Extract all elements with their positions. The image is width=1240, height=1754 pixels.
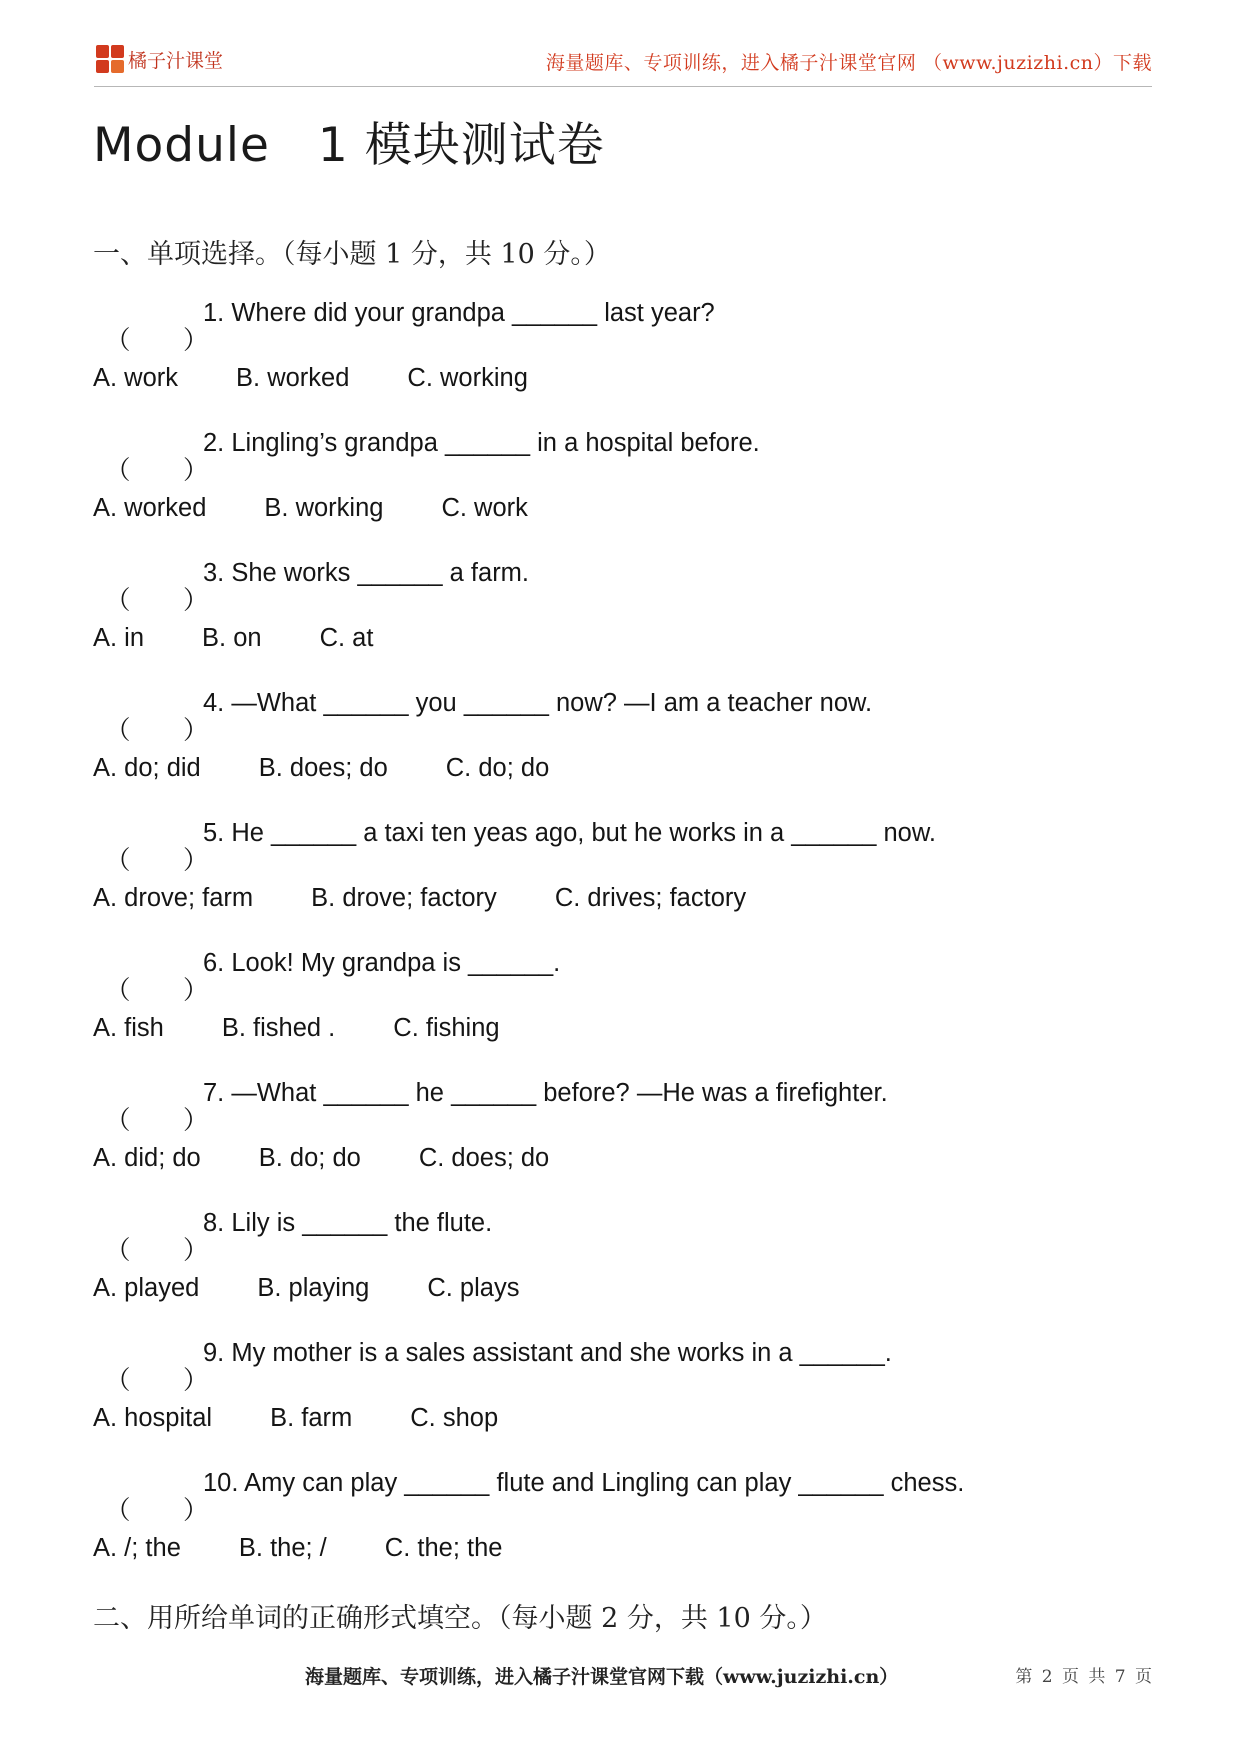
paren-right: ） — [183, 977, 209, 1005]
paren-right: ） — [183, 847, 209, 875]
option-c: C. plays — [427, 1274, 520, 1302]
options-row — [93, 624, 431, 653]
options-row — [93, 884, 804, 913]
question-row — [93, 559, 530, 615]
option-c: C. work — [441, 494, 528, 522]
question-text: 8. Lily is ______ the flute. — [203, 1209, 493, 1237]
option-b: B. farm — [270, 1404, 353, 1432]
option-a: A. worked — [93, 494, 207, 522]
page-header — [94, 40, 1152, 87]
option-b: B. working — [264, 494, 384, 522]
option-b: B. on — [202, 624, 262, 652]
paren-right: ） — [183, 1497, 209, 1525]
question-text: 7. —What ______ he ______ before? —He was a firefighter. — [203, 1079, 888, 1107]
option-a: A. played — [93, 1274, 200, 1302]
option-b: B. worked — [236, 364, 350, 392]
question-text: 1. Where did your grandpa ______ last year? — [203, 299, 715, 327]
logo-text: 橘子汁课堂 — [128, 49, 224, 72]
option-c: C. drives; factory — [554, 884, 747, 912]
option-b: B. fished . — [221, 1014, 336, 1042]
paren-left: （ — [105, 717, 131, 745]
paren-right: ） — [183, 1107, 209, 1135]
page-footer — [0, 1660, 1240, 1690]
logo-icon — [96, 45, 124, 73]
question-text: 3. She works ______ a farm. — [203, 559, 530, 587]
question-text: 9. My mother is a sales assistant and she works in a ______. — [203, 1339, 892, 1367]
question-row — [93, 1209, 493, 1265]
page-number: 第 2 页 共 7 页 — [1015, 1667, 1152, 1687]
option-b: B. does; do — [258, 754, 388, 782]
question-row — [93, 689, 873, 745]
paren-left: （ — [105, 1367, 131, 1395]
question-text: 4. —What ______ you ______ now? —I am a teacher now. — [203, 689, 873, 717]
question-row — [93, 429, 760, 485]
paren-left: （ — [105, 1497, 131, 1525]
paren-right: ） — [183, 1367, 209, 1395]
paren-right: ） — [183, 1237, 209, 1265]
option-a: A. hospital — [93, 1404, 213, 1432]
question-text: 10. Amy can play ______ flute and Lingling can play ______ chess. — [203, 1469, 965, 1497]
paren-left: （ — [105, 587, 131, 615]
option-b: B. playing — [257, 1274, 370, 1302]
footer-website-link[interactable]: 海量题库、专项训练，进入橘子汁课堂官网下载（www.juzizhi.cn） — [305, 1666, 899, 1688]
option-a: A. fish — [93, 1014, 164, 1042]
option-b: B. do; do — [258, 1144, 361, 1172]
question-text: 6. Look! My grandpa is ______. — [203, 949, 561, 977]
header-website-link[interactable]: 海量题库、专项训练，进入橘子汁课堂官网 （www.juzizhi.cn）下载 — [545, 52, 1152, 74]
paren-left: （ — [105, 457, 131, 485]
options-row — [93, 1404, 556, 1433]
options-row — [93, 1274, 577, 1303]
question-row — [93, 1469, 965, 1525]
paren-left: （ — [105, 977, 131, 1005]
option-a: A. work — [93, 364, 179, 392]
options-row — [93, 1144, 607, 1173]
option-c: C. does; do — [418, 1144, 550, 1172]
option-b: B. drove; factory — [311, 884, 497, 912]
question-row — [93, 819, 936, 875]
paren-right: ） — [183, 717, 209, 745]
paren-right: ） — [183, 327, 209, 355]
option-a: A. in — [93, 624, 145, 652]
section-heading-1: 一、单项选择。（每小题 1 分，共 10 分。） — [93, 239, 611, 270]
options-row — [93, 1534, 560, 1563]
option-c: C. shop — [410, 1404, 499, 1432]
question-row — [93, 1079, 888, 1135]
paren-left: （ — [105, 327, 131, 355]
option-a: A. did; do — [93, 1144, 201, 1172]
page-title: Module 1 模块测试卷 — [93, 118, 605, 173]
question-text: 2. Lingling’s grandpa ______ in a hospital before. — [203, 429, 760, 457]
section-heading-2: 二、用所给单词的正确形式填空。（每小题 2 分，共 10 分。） — [93, 1603, 827, 1634]
option-c: C. at — [319, 624, 374, 652]
logo — [96, 45, 223, 73]
paren-left: （ — [105, 1107, 131, 1135]
option-c: C. fishing — [393, 1014, 500, 1042]
options-row — [93, 494, 586, 523]
question-row — [93, 949, 561, 1005]
options-row — [93, 1014, 558, 1043]
option-a: A. drove; farm — [93, 884, 254, 912]
option-c: C. do; do — [445, 754, 550, 782]
option-b: B. the; / — [238, 1534, 327, 1562]
paren-right: ） — [183, 587, 209, 615]
question-row — [93, 1339, 892, 1395]
question-text: 5. He ______ a taxi ten yeas ago, but he works in a ______ now. — [203, 819, 936, 847]
option-c: C. working — [407, 364, 528, 392]
option-a: A. do; did — [93, 754, 201, 782]
option-a: A. /; the — [93, 1534, 181, 1562]
paren-right: ） — [183, 457, 209, 485]
options-row — [93, 364, 586, 393]
option-c: C. the; the — [384, 1534, 503, 1562]
paren-left: （ — [105, 1237, 131, 1265]
question-row — [93, 299, 715, 355]
paren-left: （ — [105, 847, 131, 875]
options-row — [93, 754, 607, 783]
